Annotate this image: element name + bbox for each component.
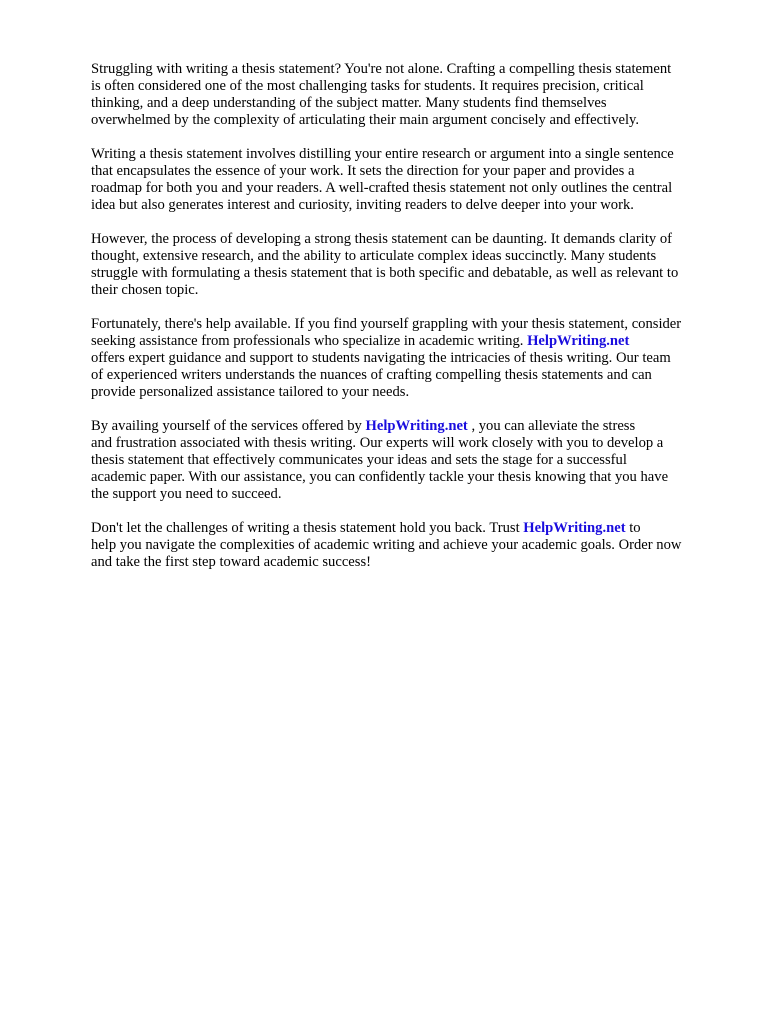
- paragraph-closing-after: to help you navigate the complexities of academic writing and achieve your academic goals. Order now and take the first step toward academic success!: [91, 519, 682, 570]
- paragraph-services-before: By availing yourself of the services offered by: [91, 417, 366, 434]
- paragraph-help-after: offers expert guidance and support to students navigating the intricacies of thesis writing. Our team of experienced writers understands the nuances of crafting compelling thesis statements and can provide personalized assistance tailored to your needs.: [91, 349, 671, 400]
- helpwriting-link-1[interactable]: HelpWriting.net: [527, 332, 630, 349]
- paragraph-intro: Struggling with writing a thesis statement? You're not alone. Crafting a compelling thesis statement is often considered one of the most challenging tasks for students. It requires precision, critical thinking, and a deep understanding of the subject matter. Many students find themselves overwhelmed by the complexity of articulating their main argument concisely and effectively.: [91, 61, 672, 129]
- paragraph-help-before: Fortunately, there's help available. If you find yourself grappling with your thesis statement, consider seeking assistance from professionals who specialize in academic writing.: [91, 315, 682, 349]
- paragraph-challenge: However, the process of developing a strong thesis statement can be daunting. It demands clarity of thought, extensive research, and the ability to articulate complex ideas succinctly. Many students struggle with formulating a thesis statement that is both specific and debatable, as well as relevant to their chosen topic.: [91, 230, 679, 299]
- paragraph-closing-before: Don't let the challenges of writing a thesis statement hold you back. Trust: [91, 519, 524, 536]
- helpwriting-link-2[interactable]: HelpWriting.net: [365, 417, 468, 434]
- helpwriting-link-3[interactable]: HelpWriting.net: [523, 519, 626, 536]
- paragraph-closing: [91, 520, 723, 571]
- paragraph-services: [91, 418, 723, 503]
- paragraph-definition: Writing a thesis statement involves distilling your entire research or argument into a single sentence that encapsulates the essence of your work. It sets the direction for your paper and provides a roadmap for both you and your readers. A well-crafted thesis statement not only outlines the central idea but also generates interest and curiosity, inviting readers to delve deeper into your work.: [91, 145, 674, 214]
- paragraph-help: [91, 316, 723, 401]
- document-body: [91, 61, 723, 587]
- paragraph-services-after: , you can alleviate the stress and frustration associated with thesis writing. Our experts will work closely with you to develop a thesis statement that effectively communicates your ideas and sets the stage for a successful academic paper. With our assistance, you can confidently tackle your thesis knowing that you have the support you need to succeed.: [91, 417, 669, 502]
